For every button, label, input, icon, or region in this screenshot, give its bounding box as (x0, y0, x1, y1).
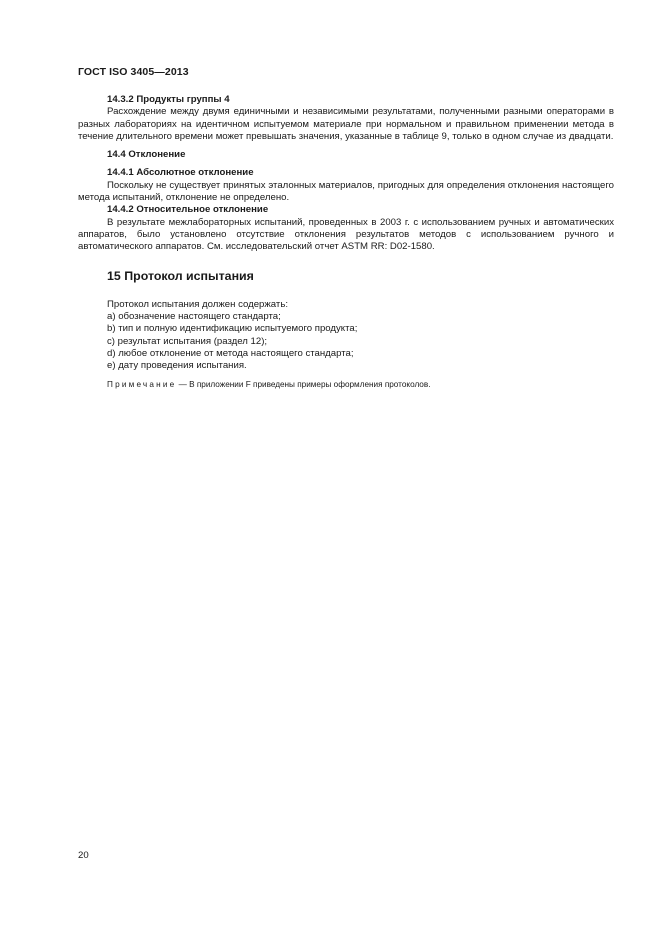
heading-14-4: 14.4 Отклонение (107, 149, 186, 161)
protocol-intro: Протокол испытания должен содержать: (107, 298, 288, 310)
heading-14-4-2: 14.4.2 Относительное отклонение (107, 204, 269, 216)
heading-14-3-2: 14.3.2 Продукты группы 4 (107, 94, 230, 105)
section-15-heading: 15 Протокол испытания (107, 268, 254, 283)
list-item: c) результат испытания (раздел 12); (107, 335, 268, 347)
heading-14-4-1: 14.4.1 Абсолютное отклонение (107, 167, 254, 179)
note-text: — В приложении F приведены примеры оформления протоколов. (176, 379, 431, 389)
page-number: 20 (78, 850, 89, 861)
paragraph-14-3-2: Расхождение между двумя единичными и независимыми результатами, полученными разными операторами в разных лабораториях на идентичном испытуемом материале при нормальном и правильном применении метода в течение длительного времени может превышать значения, указанные в таблице 9, только в одном случае из двадцати. (78, 106, 614, 142)
document-header: ГОСТ ISO 3405—2013 (78, 66, 189, 78)
note (78, 379, 614, 390)
note-label: Примечание (107, 379, 177, 389)
paragraph-14-4-2: В результате межлабораторных испытаний, проведенных в 2003 г. с использованием ручных и автоматических аппаратов, было установлено отсутствие отклонения результатов методов с использованием ручного и автоматического аппаратов. См. исследовательский отчет ASTM RR: D02-1580. (78, 216, 614, 253)
list-item: d) любое отклонение от метода настоящего стандарта; (107, 348, 354, 360)
page-content (78, 94, 614, 390)
paragraph-14-4-1: Поскольку не существует принятых эталонных материалов, пригодных для определения отклонения настоящего метода испытаний, отклонение не определено. (78, 179, 614, 204)
list-item: e) дату проведения испытания. (107, 360, 247, 372)
list-item: b) тип и полную идентификацию испытуемого продукта; (107, 323, 358, 335)
list-item: a) обозначение настоящего стандарта; (107, 311, 281, 323)
